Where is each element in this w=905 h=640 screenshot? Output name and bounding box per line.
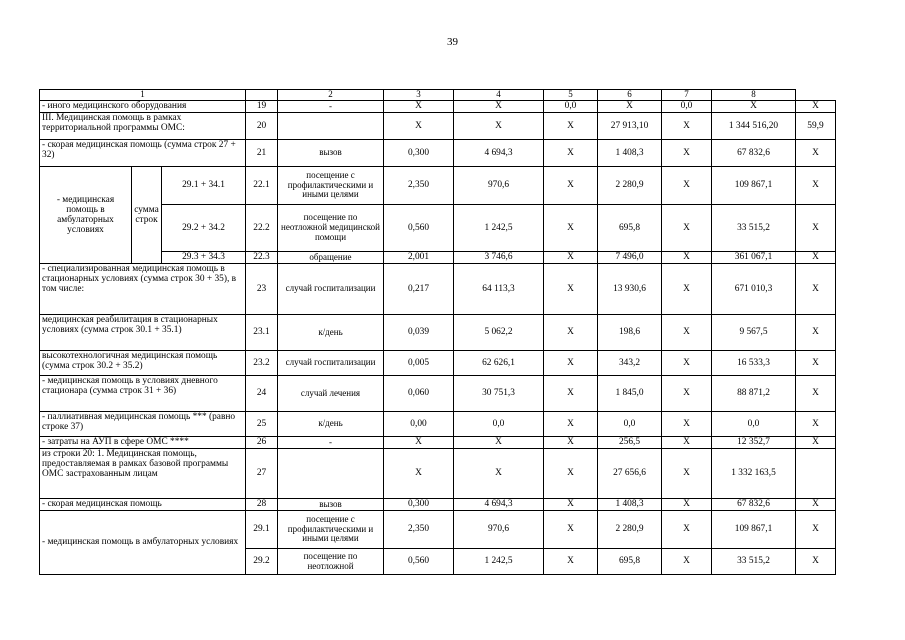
row-number: 22.2 <box>246 205 278 252</box>
value-cell: 0,0 <box>662 101 712 113</box>
row-label: - иного медицинского оборудования <box>40 101 246 113</box>
value-cell: X <box>544 167 598 205</box>
unit-cell: - <box>278 101 384 113</box>
unit-cell: случай госпитализации <box>278 264 384 315</box>
value-cell: X <box>796 205 836 252</box>
row-label: высокотехнологичная медицинская помощь (сумма строк 30.2 + 35.2) <box>40 351 246 376</box>
value-cell: X <box>544 549 598 575</box>
value-cell: X <box>662 113 712 140</box>
row-number: 22.1 <box>246 167 278 205</box>
value-cell: X <box>544 264 598 315</box>
row-label: - медицинская помощь в условиях дневного стационара (сумма строк 31 + 36) <box>40 376 246 412</box>
value-cell: X <box>454 449 544 499</box>
value-cell: X <box>662 499 712 511</box>
value-cell: X <box>662 449 712 499</box>
value-cell: 695,8 <box>598 205 662 252</box>
header-cell: 6 <box>598 90 662 101</box>
row-label: медицинская реабилитация в стационарных условиях (сумма строк 30.1 + 35.1) <box>40 315 246 351</box>
row-number: 21 <box>246 140 278 167</box>
unit-cell <box>278 113 384 140</box>
unit-cell: посещение с профилактическими и иными целями <box>278 167 384 205</box>
formula-cell: 29.1 + 34.1 <box>162 167 246 205</box>
value-cell: 1 408,3 <box>598 499 662 511</box>
formula-cell: 29.2 + 34.2 <box>162 205 246 252</box>
value-cell: 33 515,2 <box>712 549 796 575</box>
value-cell: X <box>712 101 796 113</box>
value-cell: 671 010,3 <box>712 264 796 315</box>
value-cell: 27 656,6 <box>598 449 662 499</box>
unit-cell: к/день <box>278 315 384 351</box>
value-cell: X <box>662 315 712 351</box>
value-cell: X <box>796 437 836 449</box>
value-cell: 198,6 <box>598 315 662 351</box>
value-cell: 0,0 <box>712 412 796 437</box>
unit-cell: - <box>278 437 384 449</box>
value-cell: 0,0 <box>598 412 662 437</box>
value-cell: 4 694,3 <box>454 499 544 511</box>
sum-label: сумма строк <box>132 167 162 264</box>
value-cell: X <box>544 437 598 449</box>
value-cell: 256,5 <box>598 437 662 449</box>
table-row <box>40 499 836 511</box>
row-number: 24 <box>246 376 278 412</box>
value-cell: 64 113,3 <box>454 264 544 315</box>
value-cell: X <box>662 205 712 252</box>
value-cell: 2 280,9 <box>598 511 662 549</box>
unit-cell: посещение по неотложной медицинской помощи <box>278 205 384 252</box>
table-row <box>40 449 836 499</box>
value-cell: 1 242,5 <box>454 549 544 575</box>
value-cell: X <box>544 140 598 167</box>
value-cell: 5 062,2 <box>454 315 544 351</box>
row-number: 25 <box>246 412 278 437</box>
value-cell: X <box>384 437 454 449</box>
header-cell <box>246 90 278 101</box>
value-cell: 59,9 <box>796 113 836 140</box>
value-cell: 0,217 <box>384 264 454 315</box>
value-cell: X <box>384 449 454 499</box>
value-cell: X <box>662 412 712 437</box>
value-cell: X <box>662 167 712 205</box>
value-cell: 88 871,2 <box>712 376 796 412</box>
value-cell: X <box>662 437 712 449</box>
value-cell: X <box>796 315 836 351</box>
row-number: 23 <box>246 264 278 315</box>
unit-cell <box>278 449 384 499</box>
value-cell: X <box>796 499 836 511</box>
value-cell: 1 845,0 <box>598 376 662 412</box>
row-label: - паллиативная медицинская помощь *** (равно строке 37) <box>40 412 246 437</box>
row-number: 28 <box>246 499 278 511</box>
value-cell: X <box>796 167 836 205</box>
unit-cell: посещение по неотложной <box>278 549 384 575</box>
value-cell: 2,350 <box>384 167 454 205</box>
value-cell: 1 408,3 <box>598 140 662 167</box>
value-cell: X <box>662 264 712 315</box>
value-cell: X <box>544 511 598 549</box>
row-number: 22.3 <box>246 252 278 264</box>
header-cell: 8 <box>712 90 796 101</box>
value-cell: 970,6 <box>454 511 544 549</box>
value-cell: 1 344 516,20 <box>712 113 796 140</box>
row-label: - скорая медицинская помощь <box>40 499 246 511</box>
table-row <box>40 412 836 437</box>
header-row <box>40 90 836 101</box>
value-cell: 0,300 <box>384 140 454 167</box>
value-cell: 1 332 163,5 <box>712 449 796 499</box>
value-cell: 12 352,7 <box>712 437 796 449</box>
value-cell: X <box>796 140 836 167</box>
value-cell: 62 626,1 <box>454 351 544 376</box>
value-cell: X <box>796 511 836 549</box>
value-cell: X <box>796 376 836 412</box>
value-cell: 1 242,5 <box>454 205 544 252</box>
value-cell: 0,0 <box>544 101 598 113</box>
value-cell: 0,300 <box>384 499 454 511</box>
table-row <box>40 351 836 376</box>
value-cell: X <box>598 101 662 113</box>
row-number: 29.1 <box>246 511 278 549</box>
row-number: 26 <box>246 437 278 449</box>
value-cell: X <box>454 113 544 140</box>
value-cell: X <box>662 549 712 575</box>
header-cell: 7 <box>662 90 712 101</box>
header-cell: 4 <box>454 90 544 101</box>
header-cell: 1 <box>40 90 246 101</box>
value-cell: 109 867,1 <box>712 511 796 549</box>
page-number: 39 <box>447 36 458 48</box>
unit-cell: обращение <box>278 252 384 264</box>
value-cell: 67 832,6 <box>712 140 796 167</box>
table-row <box>40 140 836 167</box>
row-label: - затраты на АУП в сфере ОМС **** <box>40 437 246 449</box>
table-row <box>40 437 836 449</box>
table-row <box>40 376 836 412</box>
row-number: 23.2 <box>246 351 278 376</box>
unit-cell: вызов <box>278 140 384 167</box>
value-cell: 0,560 <box>384 549 454 575</box>
table-row <box>40 113 836 140</box>
row-label: из строки 20: 1. Медицинская помощь, предоставляемая в рамках базовой программы ОМС застрахованным лицам <box>40 449 246 499</box>
table-row <box>40 511 836 549</box>
unit-cell: к/день <box>278 412 384 437</box>
value-cell: 0,005 <box>384 351 454 376</box>
value-cell: 4 694,3 <box>454 140 544 167</box>
unit-cell: случай госпитализации <box>278 351 384 376</box>
value-cell: X <box>796 412 836 437</box>
value-cell: X <box>544 252 598 264</box>
value-cell: 7 496,0 <box>598 252 662 264</box>
formula-cell: 29.3 + 34.3 <box>162 252 246 264</box>
value-cell: 13 930,6 <box>598 264 662 315</box>
row-label: - медицинская помощь в амбулаторных условиях <box>40 167 132 264</box>
value-cell: X <box>544 351 598 376</box>
value-cell: 695,8 <box>598 549 662 575</box>
row-number: 19 <box>246 101 278 113</box>
value-cell: X <box>796 351 836 376</box>
header-cell: 5 <box>544 90 598 101</box>
value-cell: X <box>384 113 454 140</box>
row-label: III. Медицинская помощь в рамках территориальной программы ОМС: <box>40 113 246 140</box>
value-cell: 343,2 <box>598 351 662 376</box>
table-row <box>40 101 836 113</box>
value-cell: 30 751,3 <box>454 376 544 412</box>
value-cell: X <box>662 376 712 412</box>
table-row <box>40 264 836 315</box>
value-cell: 361 067,1 <box>712 252 796 264</box>
value-cell: 0,560 <box>384 205 454 252</box>
value-cell: X <box>544 449 598 499</box>
unit-cell: посещение с профилактическими и иными целями <box>278 511 384 549</box>
table-row <box>40 315 836 351</box>
value-cell: 3 746,6 <box>454 252 544 264</box>
table-row <box>40 167 836 205</box>
value-cell: 0,0 <box>454 412 544 437</box>
unit-cell: случай лечения <box>278 376 384 412</box>
value-cell: X <box>454 101 544 113</box>
value-cell: 2,350 <box>384 511 454 549</box>
value-cell: X <box>662 252 712 264</box>
unit-cell: вызов <box>278 499 384 511</box>
value-cell: X <box>544 499 598 511</box>
value-cell: X <box>796 549 836 575</box>
value-cell: X <box>544 376 598 412</box>
row-number: 29.2 <box>246 549 278 575</box>
value-cell: X <box>796 264 836 315</box>
value-cell: 0,00 <box>384 412 454 437</box>
value-cell: 2 280,9 <box>598 167 662 205</box>
value-cell: 16 533,3 <box>712 351 796 376</box>
row-number: 27 <box>246 449 278 499</box>
value-cell: X <box>454 437 544 449</box>
value-cell: 970,6 <box>454 167 544 205</box>
row-label: - скорая медицинская помощь (сумма строк 27 + 32) <box>40 140 246 167</box>
value-cell: X <box>662 351 712 376</box>
value-cell: 9 567,5 <box>712 315 796 351</box>
value-cell: X <box>662 140 712 167</box>
value-cell: 27 913,10 <box>598 113 662 140</box>
value-cell: 0,060 <box>384 376 454 412</box>
value-cell: X <box>544 113 598 140</box>
header-cell: 2 <box>278 90 384 101</box>
value-cell: 109 867,1 <box>712 167 796 205</box>
header-cell: 3 <box>384 90 454 101</box>
value-cell <box>796 449 836 499</box>
row-number: 23.1 <box>246 315 278 351</box>
value-cell: X <box>544 412 598 437</box>
row-label: - специализированная медицинская помощь в стационарных условиях (сумма строк 30 + 35), в том числе: <box>40 264 246 315</box>
value-cell: X <box>796 101 836 113</box>
value-cell: X <box>544 205 598 252</box>
value-cell: 67 832,6 <box>712 499 796 511</box>
value-cell: 33 515,2 <box>712 205 796 252</box>
value-cell: X <box>544 315 598 351</box>
row-number: 20 <box>246 113 278 140</box>
value-cell: X <box>796 252 836 264</box>
data-table <box>39 89 836 575</box>
value-cell: X <box>662 511 712 549</box>
value-cell: X <box>384 101 454 113</box>
value-cell: 2,001 <box>384 252 454 264</box>
row-label: - медицинская помощь в амбулаторных условиях <box>40 511 246 575</box>
value-cell: 0,039 <box>384 315 454 351</box>
